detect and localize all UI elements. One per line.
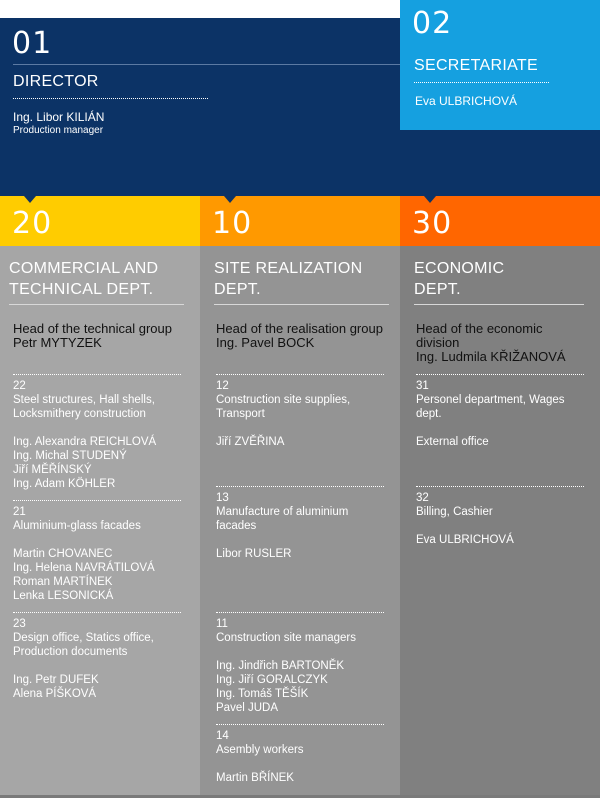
dept-title-site: SITE REALIZATION DEPT. [214, 260, 363, 298]
dept-title-rule [9, 304, 184, 305]
director-number: 01 [12, 26, 53, 61]
director-name: Ing. Libor KILIÁN [13, 110, 105, 124]
dept-title-commercial: COMMERCIAL AND TECHNICAL DEPT. [9, 260, 159, 298]
secretariate-number: 02 [412, 6, 453, 41]
secretariate-name: Eva ULBRICHOVÁ [415, 94, 518, 108]
dept-number-commercial: 20 [12, 206, 53, 241]
group-13: 13 Manufacture of aluminium facades Libor RUSLER [216, 486, 396, 561]
secretariate-title: SECRETARIATE [414, 57, 538, 74]
dept-band-commercial [0, 196, 200, 246]
group-23: 23 Design office, Statics office, Production documents Ing. Petr DUFEK Alena PÍŠKOVÁ [13, 612, 193, 701]
director-title: DIRECTOR [13, 73, 99, 90]
dept-number-economic: 30 [412, 206, 453, 241]
secretariate-divider [414, 82, 549, 83]
group-12: 12 Construction site supplies, Transport Jiří ZVĚŘINA [216, 374, 396, 449]
dept-title-rule [214, 304, 389, 305]
director-role: Production manager [13, 125, 104, 136]
top-white-strip [0, 0, 400, 18]
dept-title-economic: ECONOMIC DEPT. [414, 260, 505, 298]
dept-head-economic: Head of the economic division Ing. Ludmila KŘIŽANOVÁ [416, 321, 566, 364]
arrow-economic-icon [424, 196, 436, 203]
dept-head-commercial: Head of the technical group Petr MYTYZEK [13, 321, 172, 350]
dept-column-commercial [0, 246, 200, 798]
dept-column-economic [400, 246, 600, 798]
dept-title-rule [414, 304, 584, 305]
group-11: 11 Construction site managers Ing. Jindřich BARTONĚK Ing. Jiří GORALCZYK Ing. Tomáš TĚŠÍK Pavel JUDA [216, 612, 396, 715]
group-22: 22 Steel structures, Hall shells, Locksmithery construction Ing. Alexandra REICHLOVÁ Ing. Michal STUDENÝ Jiří MĚŘÍNSKÝ Ing. Adam KÖHLER [13, 374, 193, 491]
group-14: 14 Asembly workers Martin BŘÍNEK [216, 724, 396, 785]
arrow-commercial-icon [24, 196, 36, 203]
director-line-left [13, 64, 400, 65]
dept-head-site: Head of the realisation group Ing. Pavel BOCK [216, 321, 383, 350]
dept-column-site [200, 246, 400, 798]
dept-band-site [200, 196, 400, 246]
dept-band-economic [400, 196, 600, 246]
dept-number-site: 10 [212, 206, 253, 241]
group-21: 21 Aluminium-glass facades Martin CHOVANEC Ing. Helena NAVRÁTILOVÁ Roman MARTÍNEK Lenka LESONICKÁ [13, 500, 193, 603]
group-32: 32 Billing, Cashier Eva ULBRICHOVÁ [416, 486, 596, 547]
director-divider [13, 98, 208, 99]
group-31: 31 Personel department, Wages dept. External office [416, 374, 596, 449]
arrow-site-icon [224, 196, 236, 203]
